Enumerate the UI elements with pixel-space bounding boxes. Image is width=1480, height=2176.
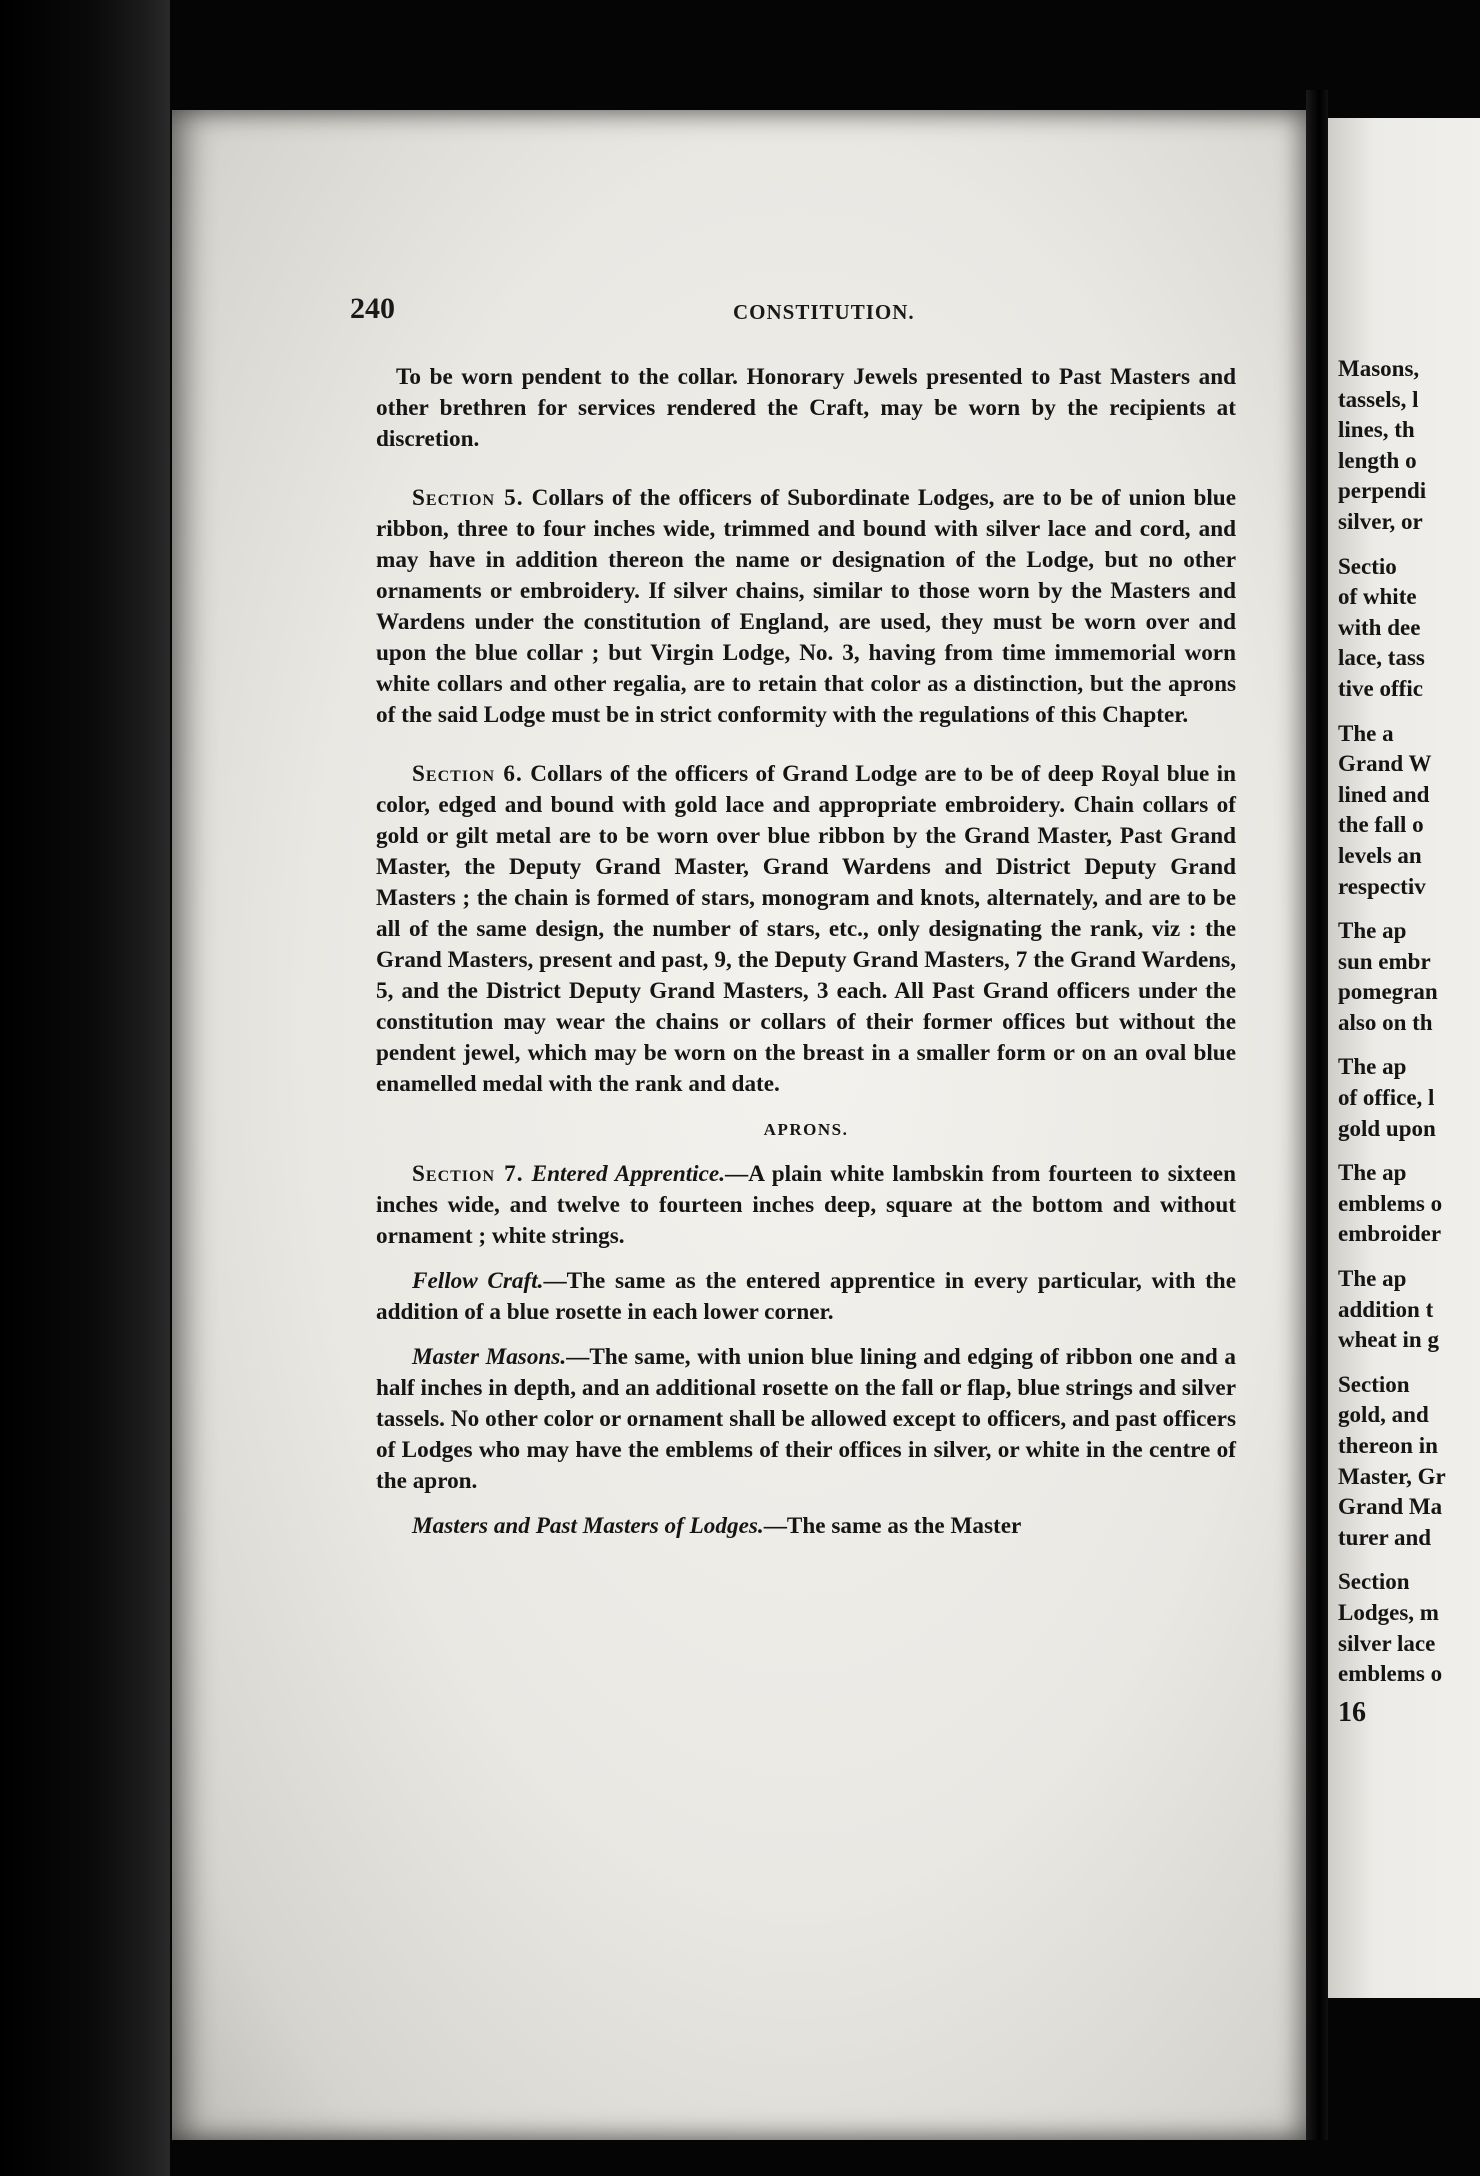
facing-page-line: sun embr [1338, 948, 1431, 974]
facing-page-line: Master, Gr [1338, 1463, 1446, 1489]
section-7-lead: Section 7. [412, 1161, 524, 1187]
masters-past-masters [376, 1511, 1236, 1542]
facing-page-line: Masons, [1338, 356, 1420, 381]
facing-page-line: respectiv [1338, 873, 1426, 899]
facing-page-gap [1338, 902, 1480, 916]
facing-page-gap [1338, 1250, 1480, 1264]
facing-page-gap [1338, 1356, 1480, 1370]
facing-page-line: emblems o [1338, 1190, 1443, 1216]
facing-page-line: also on th [1338, 1009, 1433, 1035]
facing-page-line: thereon in [1338, 1433, 1438, 1458]
facing-page-line: silver lace [1338, 1630, 1436, 1656]
facing-page-line: emblems o [1338, 1661, 1443, 1687]
book-edge-left [0, 0, 170, 2176]
page-number: 240 [350, 292, 395, 325]
facing-page-line: the fall o [1338, 812, 1424, 838]
fellow-craft-title: Fellow Craft. [412, 1268, 544, 1294]
facing-page-line: The ap [1338, 918, 1407, 944]
facing-page-line: length o [1338, 447, 1417, 473]
master-masons-text: —The same, with union blue lining and edging of ribbon one and a half inches in depth, and an additional rosette on the fall or flap, blue strings and silver tassels. No other color or ornament shall be allowed except to officers, and past officers of Lodges who may have the emblems of their offices in silver, or white in the centre of the apron. [376, 1344, 1236, 1494]
page-gutter [1306, 90, 1328, 2140]
facing-page-line: lace, tass [1338, 645, 1425, 671]
facing-page-line: of office, l [1338, 1085, 1435, 1111]
section-6 [376, 759, 1236, 1100]
facing-page-line: The ap [1338, 1054, 1407, 1080]
section-7-text: —A plain white lambskin from fourteen to sixteen inches wide, and twelve to fourteen inches deep, square at the bottom and without ornament ; white strings. [376, 1161, 1236, 1249]
facing-page-line: levels an [1338, 842, 1422, 868]
facing-page-line: turer and [1338, 1524, 1432, 1550]
masters-past-masters-text: —The same as the Master [763, 1513, 1022, 1539]
section-5-lead: Section 5. [412, 485, 524, 511]
facing-page-line: Sectio [1338, 553, 1397, 579]
facing-page-line: tassels, l [1338, 386, 1419, 412]
section-6-lead: Section 6. [412, 761, 523, 787]
main-text [376, 362, 1236, 1556]
section-6-text: Collars of the officers of Grand Lodge are to be of deep Royal blue in color, edged and bound with gold lace and appropriate embroidery. Chain collars of gold or gilt metal are to be worn over blue ribbon by the Grand Master, Past Grand Master, the Deputy Grand Master, Grand Wardens and District Deputy Grand Masters ; the chain is formed of stars, monogram and knots, alternately, and are to be all of the same design, the number of stars, etc., only designating the rank, viz : the Grand Masters, present and past, 9, the Deputy Grand Masters, 7 the Grand Wardens, 5, and the District Deputy Grand Masters, 3 each. All Past Grand officers under the constitution may wear the chains or collars of their former offices but without the pendent jewel, which may be worn on the breast in a smaller form or on an oval blue enamelled medal with the rank and date. [376, 761, 1237, 1097]
facing-page-gap [1338, 1144, 1480, 1158]
facing-page-line: The ap [1338, 1266, 1407, 1292]
paragraph-jewels: To be worn pendent to the collar. Honorary Jewels presented to Past Masters and other brethren for services rendered the Craft, may be worn by the recipients at discretion. [376, 364, 1236, 452]
facing-page-line: Lodges, m [1338, 1599, 1439, 1625]
facing-page-line: Grand W [1338, 751, 1432, 777]
facing-page-line: silver, or [1338, 508, 1423, 534]
master-masons [376, 1342, 1236, 1497]
facing-page-line: lined and [1338, 781, 1430, 807]
facing-page-line: of white [1338, 584, 1417, 610]
running-head: CONSTITUTION. [733, 300, 915, 324]
facing-page-line: wheat in g [1338, 1327, 1439, 1353]
facing-page-line: The a [1338, 720, 1394, 746]
facing-page-line: gold, and [1338, 1402, 1429, 1428]
facing-page-text [1338, 354, 1480, 1728]
facing-page-line: gold upon [1338, 1115, 1436, 1141]
facing-page-line: embroider [1338, 1221, 1442, 1247]
facing-page-line: pomegran [1338, 979, 1438, 1005]
master-masons-title: Master Masons. [412, 1344, 567, 1370]
page-header [340, 292, 1240, 336]
section-5 [376, 483, 1236, 731]
facing-page-gap [1338, 1038, 1480, 1052]
facing-page-line: with dee [1338, 614, 1421, 640]
facing-page-gap [1338, 705, 1480, 719]
facing-page [1328, 118, 1480, 1998]
facing-page-line: The ap [1338, 1160, 1407, 1186]
fellow-craft-text: —The same as the entered apprentice in every particular, with the addition of a blue rosette in each lower corner. [376, 1268, 1236, 1325]
facing-page-line: lines, th [1338, 417, 1415, 443]
section-5-text: Collars of the officers of Subordinate Lodges, are to be of union blue ribbon, three to four inches wide, trimmed and bound with silver lace and cord, and may have in addition thereon the name or designation of the Lodge, but no other ornaments or embroidery. If silver chains, similar to those worn by the Masters and Wardens under the constitution of England, are used, they must be worn over and upon the blue collar ; but Virgin Lodge, No. 3, having from time immemorial worn white collars and other regalia, are to retain that color as a distinction, but the aprons of the said Lodge must be in strict conformity with the regulations of this Chapter. [376, 485, 1236, 728]
aprons-heading: APRONS. [763, 1120, 849, 1139]
facing-page-line: Section [1338, 1371, 1410, 1397]
section-7-title: Entered Apprentice. [531, 1161, 725, 1187]
facing-page-gap [1338, 538, 1480, 552]
facing-page-gap [1338, 1553, 1480, 1567]
facing-page-line: Section [1338, 1569, 1410, 1595]
signature-mark: 16 [1338, 1696, 1366, 1728]
facing-page-line: tive offic [1338, 675, 1423, 701]
facing-page-line: addition t [1338, 1296, 1434, 1322]
facing-page-line: perpendi [1338, 478, 1427, 504]
facing-page-line: Grand Ma [1338, 1494, 1443, 1520]
section-7 [376, 1159, 1236, 1252]
masters-past-masters-title: Masters and Past Masters of Lodges. [412, 1513, 764, 1539]
fellow-craft [376, 1266, 1236, 1328]
